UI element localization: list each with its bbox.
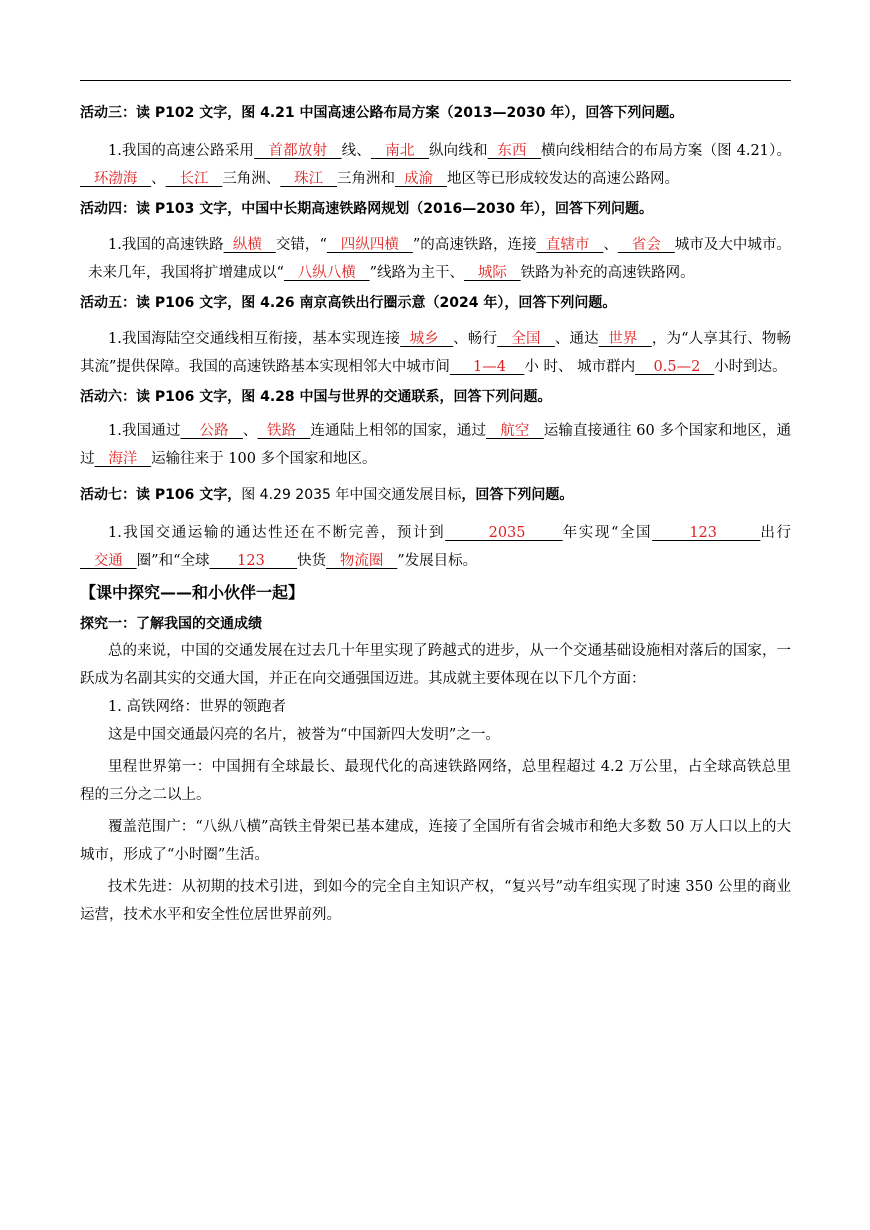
activity-6-question: 1.我国通过 公路 、 铁路 连通陆上相邻的国家，通过 航空 运输直接通往 60 多个国家和地区，通过 海洋 运输往来于 100 多个国家和地区。 xyxy=(80,423,792,467)
activity-3-question: 1.我国的高速公路采用 首都放射 线、 南北 纵向线和 东西 横向线相结合的布局方案（图 4.21）。 环渤海 、 长江 三角洲、 珠江 三角洲和 成渝 地区等已形成较发达的高速公路网。 xyxy=(80,143,792,187)
answer-blank: 环渤海 xyxy=(80,171,152,187)
activity-5-heading: 活动五：读 P106 文字，图 4.26 南京高铁出行圈示意（2024 年），回答下列问题。 xyxy=(80,295,617,311)
answer-blank: 首都放射 xyxy=(254,143,342,159)
answer-blank: 0.5—2 xyxy=(635,359,715,375)
answer-blank: 城际 xyxy=(464,265,521,281)
explore-paragraph: 总的来说，中国的交通发展在过去几十年里实现了跨越式的进步，从一个交通基础设施相对落后的国家，一跃成为名副其实的交通大国，并正在向交通强国迈进。其成就主要体现在以下几个方面： xyxy=(80,643,791,687)
explore-1-title: 探究一：了解我国的交通成绩 xyxy=(80,616,262,632)
answer-blank: 海洋 xyxy=(94,451,152,467)
answer-blank: 1—4 xyxy=(449,359,525,375)
section-title: 【课中探究——和小伙伴一起】 xyxy=(80,583,305,602)
activity-5-question: 1.我国海陆空交通线相互衔接，基本实现连接 城乡 、畅行 全国 、通达 世界 ，为“人享其行、物畅其流”提供保障。我国的高速铁路基本实现相邻大中城市间 1—4 小 时、 城市群内 0.5—2 小时到达。 xyxy=(80,331,792,375)
answer-blank: 铁路 xyxy=(257,423,311,439)
activity-6-heading: 活动六：读 P106 文字，图 4.28 中国与世界的交通联系，回答下列问题。 xyxy=(80,389,552,405)
explore-paragraph: 覆盖范围广：“八纵八横”高铁主骨架已基本建成，连接了全国所有省会城市和绝大多数 50 万人口以上的大城市，形成了“小时圈”生活。 xyxy=(80,819,791,863)
answer-blank: 2035 xyxy=(445,525,563,541)
answer-blank: 纵横 xyxy=(223,237,276,253)
worksheet-page xyxy=(80,103,791,929)
answer-blank: 四纵四横 xyxy=(326,237,413,253)
answer-blank: 物流圈 xyxy=(326,553,398,569)
answer-blank: 交通 xyxy=(80,553,137,569)
answer-blank: 直辖市 xyxy=(536,237,604,253)
activity-7-heading: 活动七：读 P106 文字，图 4.29 2035 年中国交通发展目标，回答下列问题。 xyxy=(80,487,574,503)
explore-paragraph: 技术先进：从初期的技术引进，到如今的完全自主知识产权，“复兴号”动车组实现了时速 350 公里的商业运营，技术水平和安全性位居世界前列。 xyxy=(80,879,791,923)
activity-4-heading: 活动四：读 P103 文字，中国中长期高速铁路网规划（2016—2030 年），回答下列问题。 xyxy=(80,201,654,217)
answer-blank: 八纵八横 xyxy=(283,265,370,281)
explore-list-heading: 1. 高铁网络：世界的领跑者 xyxy=(108,699,286,715)
header-rule xyxy=(80,80,791,81)
answer-blank: 东西 xyxy=(487,143,542,159)
answer-blank: 珠江 xyxy=(280,171,337,187)
answer-blank: 省会 xyxy=(617,237,675,253)
answer-blank: 全国 xyxy=(497,331,555,347)
answer-blank: 航空 xyxy=(486,423,544,439)
answer-blank: 长江 xyxy=(165,171,223,187)
explore-paragraph: 里程世界第一：中国拥有全球最长、最现代化的高速铁路网络，总里程超过 4.2 万公里，占全球高铁总里程的三分之二以上。 xyxy=(80,759,791,803)
answer-blank: 123 xyxy=(209,553,298,569)
answer-blank: 南北 xyxy=(370,143,429,159)
answer-blank: 成渝 xyxy=(394,171,448,187)
answer-blank: 123 xyxy=(652,525,761,541)
explore-paragraph: 这是中国交通最闪亮的名片，被誉为“中国新四大发明”之一。 xyxy=(108,727,500,743)
answer-blank: 世界 xyxy=(598,331,652,347)
activity-3-heading: 活动三：读 P102 文字，图 4.21 中国高速公路布局方案（2013—2030 年），回答下列问题。 xyxy=(80,105,684,121)
activity-4-question: 1.我国的高速铁路 纵横 交错，“ 四纵四横 ”的高速铁路，连接 直辖市 、 省会 城市及大中城市。未来几年，我国将扩增建成以“ 八纵八横 ”线路为主干、 城际 铁路为补充的高速铁路网。 xyxy=(88,237,791,281)
answer-blank: 城乡 xyxy=(400,331,454,347)
answer-blank: 公路 xyxy=(180,423,243,439)
activity-7-question: 1.我国交通运输的通达性还在不断完善，预计到 2035 年实现“全国 123 出行 交通 圈”和“全球 123 快货 物流圈 ”发展目标。 xyxy=(80,525,791,569)
